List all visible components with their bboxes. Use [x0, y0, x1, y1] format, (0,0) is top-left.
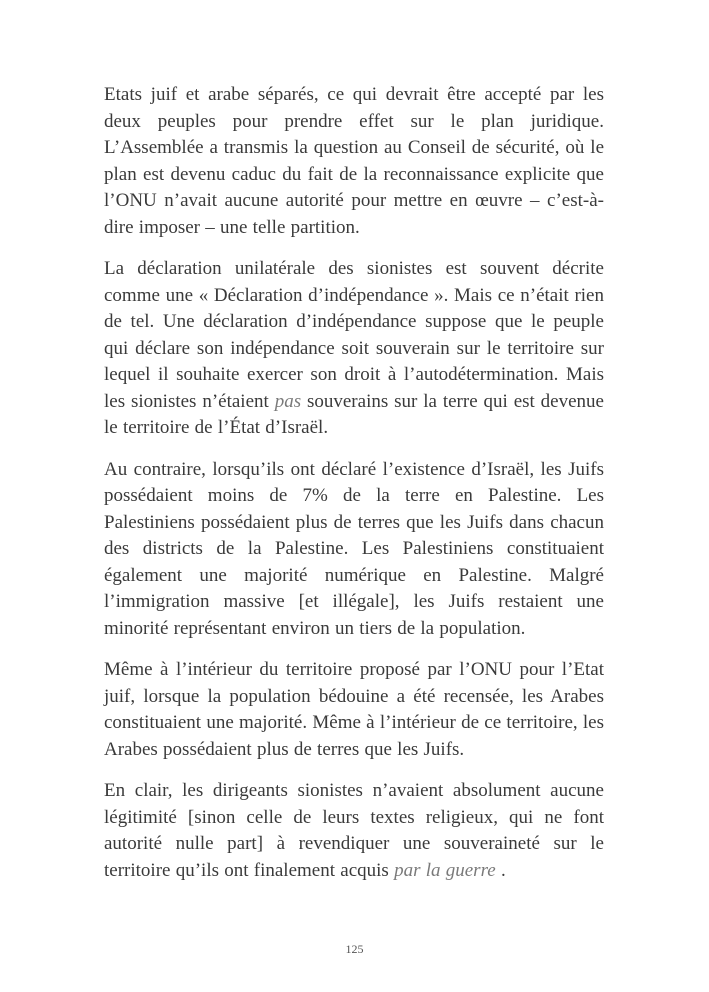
paragraph-4-text: Même à l’intérieur du territoire proposé par l’ONU pour l’Etat juif, lorsque la population bédouine a été recensée, les Arabes constituaient une majorité. Même à l’intérieur de ce territoire, les Arabes possédaient plus de terres que les Juifs. — [104, 659, 604, 760]
page-number: 125 — [345, 942, 364, 956]
paragraph-3-text: Au contraire, lorsqu’ils ont déclaré l’existence d’Israël, les Juifs possédaient moins de 7% de la terre en Palestine. Les Palestiniens possédaient plus de terres que les Juifs dans chacun des districts de la Palestine. Les Palestiniens constituaient également une majorité numérique en Palestine. Malgré l’immigration massive [et illégale], les Juifs restaient une minorité représentant environ un tiers de la population. — [104, 458, 604, 639]
page-body — [104, 82, 604, 899]
paragraph-5 — [104, 778, 604, 884]
paragraph-1 — [104, 82, 604, 241]
paragraph-2 — [104, 256, 604, 442]
paragraph-2-text-start: La déclaration unilatérale des sionistes est souvent décrite comme une « Déclaration d’indépendance ». Mais ce n’était rien de tel. Une déclaration d’indépendance suppose que le peuple qui déclare son indépendance soit souverain sur le territoire sur lequel il souhaite exercer son droit à l’autodétermination. Mais les sionistes n’étaient — [104, 258, 604, 412]
paragraph-5-text-start: En clair, les dirigeants sionistes n’avaient absolument aucune légitimité [sinon celle de leurs textes religieux, qui ne font autorité nulle part] à revendiquer une souveraineté sur le territoire qu’ils ont finalement acquis — [104, 780, 604, 881]
paragraph-2-emphasis: pas — [274, 390, 302, 412]
paragraph-5-emphasis: par la guerre — [394, 859, 496, 881]
paragraph-2-text-end: souverains sur la terre qui est devenue le territoire de l’État d’Israël. — [104, 390, 604, 438]
paragraph-3 — [104, 457, 604, 643]
paragraph-5-text-end: . — [495, 859, 506, 881]
paragraph-4 — [104, 657, 604, 763]
paragraph-1-text: Etats juif et arabe séparés, ce qui devrait être accepté par les deux peuples pour prendre effet sur le plan juridique. L’Assemblée a transmis la question au Conseil de sécurité, où le plan est devenu caduc du fait de la reconnaissance explicite que l’ONU n’avait aucune autorité pour mettre en œuvre – c’est-à-dire imposer – une telle partition. — [104, 84, 604, 238]
